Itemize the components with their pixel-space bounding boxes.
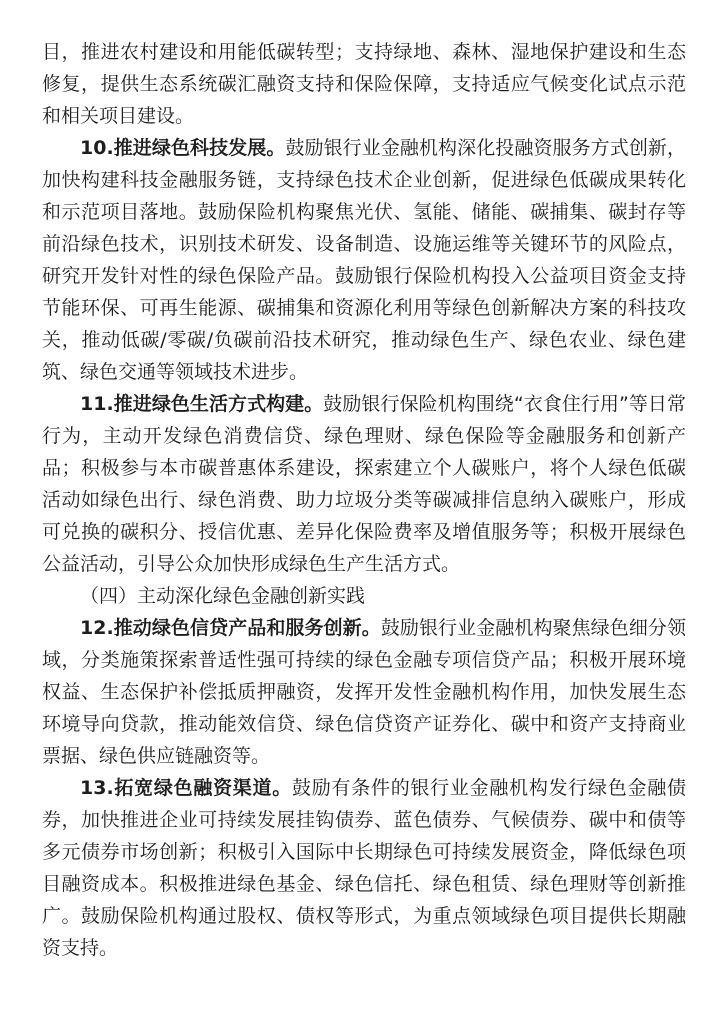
paragraph-text: 鼓励有条件的银行业金融机构发行绿色金融债券，加快推进企业可持续发展挂钩债券、蓝色债券、气候债券、碳中和债等多元债券市场创新；积极引入国际中长期绿色可持续发展资金，降低绿色项目融资成本。积极推进绿色基金、绿色信托、绿色租赁、绿色理财等创新推广。鼓励保险机构通过股权、债权等形式，为重点领域绿色项目提供长期融资支持。 (42, 777, 686, 959)
document-page (42, 36, 686, 964)
paragraph-heading: 11.推进绿色生活方式构建。 (80, 393, 324, 415)
paragraph-green-lifestyle (42, 388, 686, 580)
subheading-text: （四）主动深化绿色金融创新实践 (80, 585, 366, 607)
paragraph-heading: 10.推进绿色科技发展。 (80, 137, 286, 159)
paragraph-text: 鼓励银行业金融机构深化投融资服务方式创新，加快构建科技金融服务链，支持绿色技术企业创新，促进绿色低碳成果转化和示范项目落地。鼓励保险机构聚焦光伏、氢能、储能、碳捕集、碳封存等前沿绿色技术，识别技术研发、设备制造、设施运维等关键环节的风险点，研究开发针对性的绿色保险产品。鼓励银行保险机构投入公益项目资金支持节能环保、可再生能源、碳捕集和资源化利用等绿色创新解决方案的科技攻关，推动低碳/零碳/负碳前沿技术研究，推动绿色生产、绿色农业、绿色建筑、绿色交通等领域技术进步。 (42, 137, 686, 383)
paragraph-green-credit (42, 612, 686, 772)
paragraph-green-financing (42, 772, 686, 964)
paragraph-green-tech (42, 132, 686, 388)
paragraph-text: 鼓励银行保险机构围绕“衣食住行用”等日常行为，主动开发绿色消费信贷、绿色理财、绿色保险等金融服务和创新产品；积极参与本市碳普惠体系建设，探索建立个人碳账户，将个人绿色低碳活动如绿色出行、绿色消费、助力垃圾分类等碳减排信息纳入碳账户，形成可兑换的碳积分、授信优惠、差异化保险费率及增值服务等；积极开展绿色公益活动，引导公众加快形成绿色生产生活方式。 (42, 393, 686, 575)
paragraph-continuation (42, 36, 686, 132)
paragraph-text: 鼓励银行业金融机构聚焦绿色细分领域，分类施策探索普适性强可持续的绿色金融专项信贷产品；积极开展环境权益、生态保护补偿抵质押融资，发挥开发性金融机构作用，加快发展生态环境导向贷款，推动能效信贷、绿色信贷资产证券化、碳中和资产支持商业票据、绿色供应链融资等。 (42, 617, 686, 767)
section-subheading (42, 580, 686, 612)
paragraph-heading: 12.推动绿色信贷产品和服务创新。 (80, 617, 381, 639)
paragraph-text: 目，推进农村建设和用能低碳转型；支持绿地、森林、湿地保护建设和生态修复，提供生态系统碳汇融资支持和保险保障，支持适应气候变化试点示范和相关项目建设。 (42, 41, 686, 127)
paragraph-heading: 13.拓宽绿色融资渠道。 (80, 777, 293, 799)
